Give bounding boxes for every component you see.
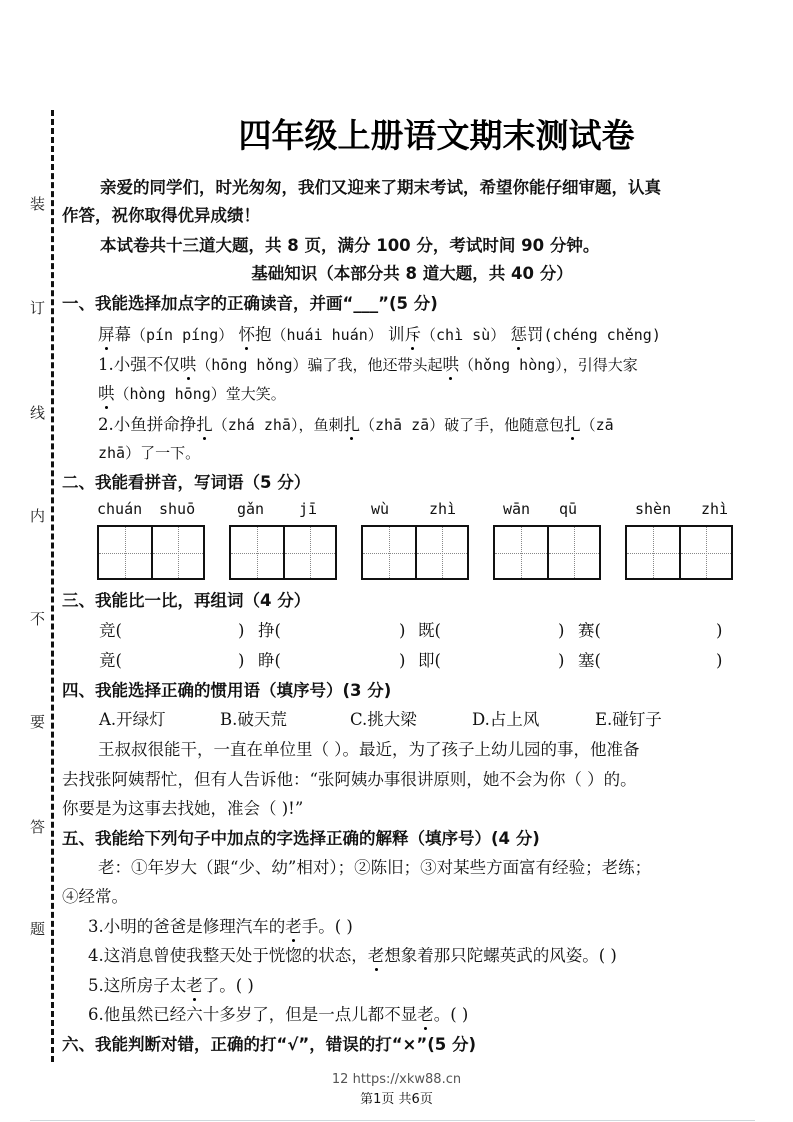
bottom-divider	[30, 1120, 755, 1121]
binding-dashed-line	[51, 110, 54, 1062]
word-rest: 抱	[255, 325, 272, 344]
char-blank-close: )	[716, 651, 723, 670]
option: E.碰钉子	[595, 710, 662, 729]
q1-sentence-1	[98, 355, 638, 375]
q1-sentence-2	[98, 415, 614, 435]
text: （hǒng hòng），引得大家	[459, 356, 638, 374]
grid-cell[interactable]	[547, 527, 599, 578]
q1-sentence-1-cont	[98, 384, 286, 404]
q5-heading: 五、我能给下列句子中加点的字选择正确的解释（填序号）(4 分)	[62, 829, 540, 848]
writing-grid[interactable]	[97, 525, 205, 580]
dotted-char: 老	[367, 946, 385, 965]
text: 4.这消息曾使我整天处于恍惚的状态，	[88, 946, 368, 965]
q5-item-6	[88, 1005, 468, 1025]
word-rest: 罚	[526, 325, 544, 344]
q5-definition-1: 老：①年岁大（跟“少、幼”相对）；②陈旧；③对某些方面富有经验；老练；	[98, 858, 652, 877]
char-blank-open: 塞(	[578, 651, 601, 670]
text: （zā	[580, 416, 614, 434]
q1-words	[98, 325, 661, 345]
text: 了。( )	[202, 976, 254, 995]
dotted-char: 哄	[98, 384, 115, 403]
dotted-char: 扎	[343, 415, 360, 434]
pinyin: wān	[503, 500, 531, 518]
q1-word	[388, 325, 505, 344]
grid-cell[interactable]	[151, 527, 203, 578]
char-blank-open: 挣(	[258, 621, 281, 640]
pinyin: zhì	[701, 500, 729, 518]
char-blank-open: 睁(	[258, 651, 281, 670]
text: （zhā zā）破了手，他随意包	[359, 416, 565, 434]
text: zhā）了一下。	[98, 444, 201, 462]
text: 6.他虽然已经六十多岁了，但是一点儿都不显	[88, 1005, 418, 1024]
q5-item-4	[88, 946, 617, 966]
pinyin: qū	[559, 500, 578, 518]
pinyin-options: （chì sù）	[421, 326, 506, 344]
option: D.占上风	[472, 710, 540, 729]
char-blank-open: 既(	[418, 621, 441, 640]
pinyin-options: （pín píng）	[131, 326, 234, 344]
q4-heading: 四、我能选择正确的惯用语（填序号）(3 分)	[62, 681, 392, 700]
char-blank-close: )	[716, 621, 723, 640]
pinyin: shuō	[159, 500, 196, 518]
word-rest: 训	[388, 325, 405, 344]
dotted-char: 怀	[238, 325, 255, 344]
text: 2.小鱼拼命挣	[98, 415, 197, 434]
writing-grid[interactable]	[625, 525, 733, 580]
text: 想象着那只陀螺英武的风姿。( )	[384, 946, 617, 965]
binding-char: 线	[30, 404, 46, 422]
dotted-char: 哄	[442, 355, 460, 374]
intro-line-1: 亲爱的同学们，时光匆匆，我们又迎来了期末考试，希望你能仔细审题，认真	[100, 178, 661, 197]
option: A.开绿灯	[99, 710, 166, 729]
pinyin-options: (chéng chěng)	[543, 326, 661, 344]
pinyin: wù	[371, 500, 390, 518]
q1-word	[239, 325, 383, 344]
text: 3.小明的爸爸是修理汽车的	[88, 917, 286, 936]
q4-paragraph-2: 去找张阿姨帮忙，但有人告诉他：“张阿姨办事很讲原则，她不会为你（ ）的。	[62, 770, 637, 789]
binding-char: 答	[30, 818, 46, 836]
text: 1.小强不仅	[98, 355, 180, 374]
text: （hòng hōng）堂大笑。	[114, 385, 286, 403]
dotted-char: 惩	[510, 325, 527, 344]
q6-heading: 六、我能判断对错，正确的打“√”，错误的打“×”(5 分)	[62, 1035, 477, 1054]
word-rest: 幕	[114, 325, 131, 344]
page-number: 第1页 共6页	[360, 1092, 433, 1107]
char-blank-close: )	[399, 621, 406, 640]
char-blank-close: )	[238, 651, 245, 670]
text: （zhá zhā），鱼刺	[212, 416, 344, 434]
dotted-char: 老	[285, 917, 302, 936]
section-header: 基础知识（本部分共 8 道大题，共 40 分）	[251, 264, 573, 283]
footer-url: 12 https://xkw88.cn	[331, 1072, 462, 1087]
char-blank-open: 赛(	[578, 621, 601, 640]
writing-grid[interactable]	[229, 525, 337, 580]
dotted-char: 屏	[98, 325, 115, 344]
dotted-char: 哄	[179, 355, 197, 374]
grid-cell[interactable]	[415, 527, 467, 578]
pinyin: chuán	[97, 500, 143, 518]
q1-heading: 一、我能选择加点字的正确读音，并画“___”(5 分)	[62, 294, 438, 313]
char-blank-close: )	[238, 621, 245, 640]
pinyin: shèn	[635, 500, 672, 518]
q4-paragraph-1: 王叔叔很能干，一直在单位里（ ）。最近，为了孩子上幼儿园的事，他准备	[98, 740, 640, 759]
grid-cell[interactable]	[283, 527, 335, 578]
pinyin: gǎn	[237, 500, 265, 518]
pinyin: jī	[299, 500, 318, 518]
q5-item-5	[88, 976, 254, 996]
binding-char: 订	[30, 299, 46, 317]
q5-item-3	[88, 917, 353, 937]
writing-grid[interactable]	[361, 525, 469, 580]
char-blank-close: )	[399, 651, 406, 670]
grid-cell[interactable]	[363, 527, 415, 578]
pinyin: zhì	[429, 500, 457, 518]
dotted-char: 老	[417, 1005, 434, 1024]
q2-heading: 二、我能看拼音，写词语（5 分）	[62, 473, 311, 492]
text: 5.这所房子太	[88, 976, 187, 995]
char-blank-close: )	[558, 651, 565, 670]
char-blank-open: 竟(	[99, 651, 122, 670]
binding-char: 题	[30, 920, 46, 938]
text: （hōng hǒng）骗了我，他还带头起	[196, 356, 443, 374]
char-blank-close: )	[558, 621, 565, 640]
dotted-char: 斥	[404, 325, 422, 344]
binding-char: 装	[30, 195, 46, 213]
q3-heading: 三、我能比一比，再组词（4 分）	[62, 591, 311, 610]
grid-cell[interactable]	[627, 527, 679, 578]
q4-paragraph-3: 你要是为这事去找她，准会（ )!”	[62, 799, 304, 818]
grid-cell[interactable]	[495, 527, 547, 578]
q5-definition-2: ④经常。	[62, 887, 128, 906]
binding-char: 要	[30, 713, 46, 731]
q1-word	[510, 325, 660, 344]
grid-cell[interactable]	[679, 527, 731, 578]
dotted-char: 扎	[564, 415, 581, 434]
dotted-char: 扎	[196, 415, 213, 434]
page-title: 四年级上册语文期末测试卷	[238, 116, 635, 155]
pinyin-options: （huái huán）	[271, 326, 383, 344]
text: 手。( )	[301, 917, 353, 936]
intro-line-2: 作答，祝你取得优异成绩！	[62, 206, 260, 225]
text: 。( )	[433, 1005, 469, 1024]
char-blank-open: 竞(	[99, 621, 122, 640]
q1-sentence-2-cont	[98, 443, 200, 463]
intro-line-3: 本试卷共十三道大题，共 8 页，满分 100 分，考试时间 90 分钟。	[100, 236, 600, 255]
binding-char: 不	[30, 610, 46, 628]
grid-cell[interactable]	[231, 527, 283, 578]
option: C.挑大梁	[350, 710, 417, 729]
q1-word	[98, 325, 233, 344]
option: B.破天荒	[220, 710, 287, 729]
writing-grid[interactable]	[493, 525, 601, 580]
char-blank-open: 即(	[418, 651, 441, 670]
dotted-char: 老	[186, 976, 203, 995]
binding-char: 内	[30, 507, 46, 525]
grid-cell[interactable]	[99, 527, 151, 578]
